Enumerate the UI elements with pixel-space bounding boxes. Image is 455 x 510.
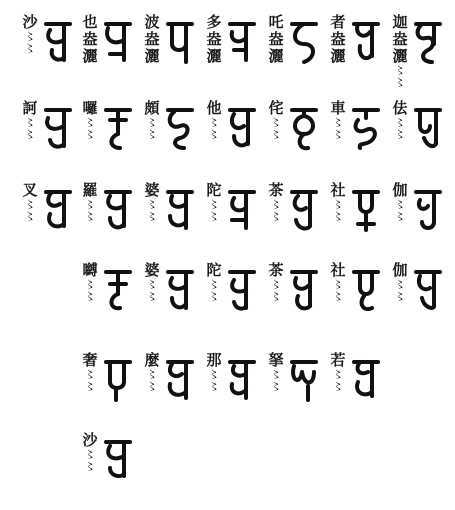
syllable-entry [78, 14, 134, 92]
han-transcription: 社 〻 〻 [330, 261, 346, 303]
syllable-entry [78, 262, 134, 340]
han-transcription: 迦 盎 灑 〻 〻 [392, 13, 408, 89]
siddham-glyph [42, 186, 74, 236]
siddham-glyph [350, 186, 382, 236]
han-transcription: 茶 〻 〻 [268, 181, 284, 223]
han-transcription: 若 〻 〻 [330, 351, 346, 393]
han-transcription: 沙 〻 〻 [22, 13, 38, 55]
han-transcription: 嚩 〻 〻 [82, 261, 98, 303]
han-transcription: 他 〻 〻 [206, 99, 222, 141]
han-transcription: 吒 盎 灑 [268, 13, 284, 65]
syllable-entry [78, 352, 134, 430]
han-transcription: 叉 〻 〻 [22, 181, 38, 223]
han-transcription: 波 盎 灑 [144, 13, 160, 65]
siddham-glyph [288, 186, 320, 236]
syllable-entry [264, 262, 320, 340]
han-transcription: 也 盎 灑 [82, 13, 98, 65]
han-transcription: 陀 〻 〻 [206, 261, 222, 303]
siddham-glyph [164, 356, 196, 406]
han-transcription: 拏 〻 〻 [268, 351, 284, 393]
syllable-entry [18, 100, 74, 178]
syllable-entry [78, 432, 134, 510]
syllable-entry [202, 262, 258, 340]
han-transcription: 那 〻 〻 [206, 351, 222, 393]
syllable-entry [140, 262, 196, 340]
siddham-glyph [102, 18, 134, 68]
siddham-glyph [102, 104, 134, 154]
siddham-glyph [226, 356, 258, 406]
han-transcription: 沙 〻 〻 [82, 431, 98, 473]
syllable-entry [18, 182, 74, 260]
han-transcription: 麼 〻 〻 [144, 351, 160, 393]
han-transcription: 訶 〻 〻 [22, 99, 38, 141]
syllable-entry [202, 100, 258, 178]
syllable-entry [388, 182, 444, 260]
siddham-glyph [226, 266, 258, 316]
siddham-glyph [102, 266, 134, 316]
syllable-entry [140, 182, 196, 260]
han-transcription: 多 盎 灑 [206, 13, 222, 65]
siddham-glyph [350, 356, 382, 406]
han-transcription: 婆 〻 〻 [144, 181, 160, 223]
syllable-entry [202, 14, 258, 92]
syllable-entry [78, 100, 134, 178]
siddham-glyph [288, 104, 320, 154]
han-transcription: 囉 〻 〻 [82, 99, 98, 141]
siddham-glyph [164, 18, 196, 68]
syllable-entry [326, 100, 382, 178]
syllable-entry [326, 262, 382, 340]
han-transcription: 佉 〻 〻 [392, 99, 408, 141]
syllable-entry [264, 352, 320, 430]
han-transcription: 伽 〻 〻 [392, 261, 408, 303]
siddham-glyph [350, 266, 382, 316]
han-transcription: 茶 〻 〻 [268, 261, 284, 303]
siddham-glyph [42, 104, 74, 154]
siddham-glyph [412, 266, 444, 316]
syllable-entry [202, 182, 258, 260]
syllable-entry [326, 14, 382, 92]
syllable-entry [388, 262, 444, 340]
han-transcription: 婆 〻 〻 [144, 261, 160, 303]
siddham-glyph [412, 104, 444, 154]
siddham-glyph [164, 186, 196, 236]
siddham-glyph [226, 18, 258, 68]
siddham-glyph [412, 18, 444, 68]
syllable-entry [140, 14, 196, 92]
siddham-glyph [288, 356, 320, 406]
syllable-entry [264, 14, 320, 92]
siddham-glyph [164, 104, 196, 154]
syllable-entry [326, 352, 382, 430]
siddham-glyph [102, 356, 134, 406]
han-transcription: 社 〻 〻 [330, 181, 346, 223]
han-transcription: 車 〻 〻 [330, 99, 346, 141]
siddham-glyph [288, 18, 320, 68]
siddham-glyph [226, 104, 258, 154]
han-transcription: 羅 〻 〻 [82, 181, 98, 223]
syllable-entry [78, 182, 134, 260]
han-transcription: 陀 〻 〻 [206, 181, 222, 223]
han-transcription: 頗 〻 〻 [144, 99, 160, 141]
han-transcription: 伽 〻 〻 [392, 181, 408, 223]
siddham-glyph [350, 18, 382, 68]
syllable-entry [140, 100, 196, 178]
siddham-glyph [102, 186, 134, 236]
siddham-glyph [288, 266, 320, 316]
han-transcription: 奢 〻 〻 [82, 351, 98, 393]
syllable-entry [18, 14, 74, 92]
syllable-entry [388, 100, 444, 178]
syllable-entry [140, 352, 196, 430]
siddham-glyph [412, 186, 444, 236]
syllable-entry [388, 14, 444, 92]
syllable-entry [326, 182, 382, 260]
siddham-glyph [102, 436, 134, 486]
siddham-glyph [350, 104, 382, 154]
siddham-glyph [164, 266, 196, 316]
han-transcription: 侘 〻 〻 [268, 99, 284, 141]
siddham-glyph [42, 18, 74, 68]
han-transcription: 者 盎 灑 [330, 13, 346, 65]
syllable-entry [202, 352, 258, 430]
syllable-entry [264, 182, 320, 260]
syllable-entry [264, 100, 320, 178]
siddham-glyph [226, 186, 258, 236]
